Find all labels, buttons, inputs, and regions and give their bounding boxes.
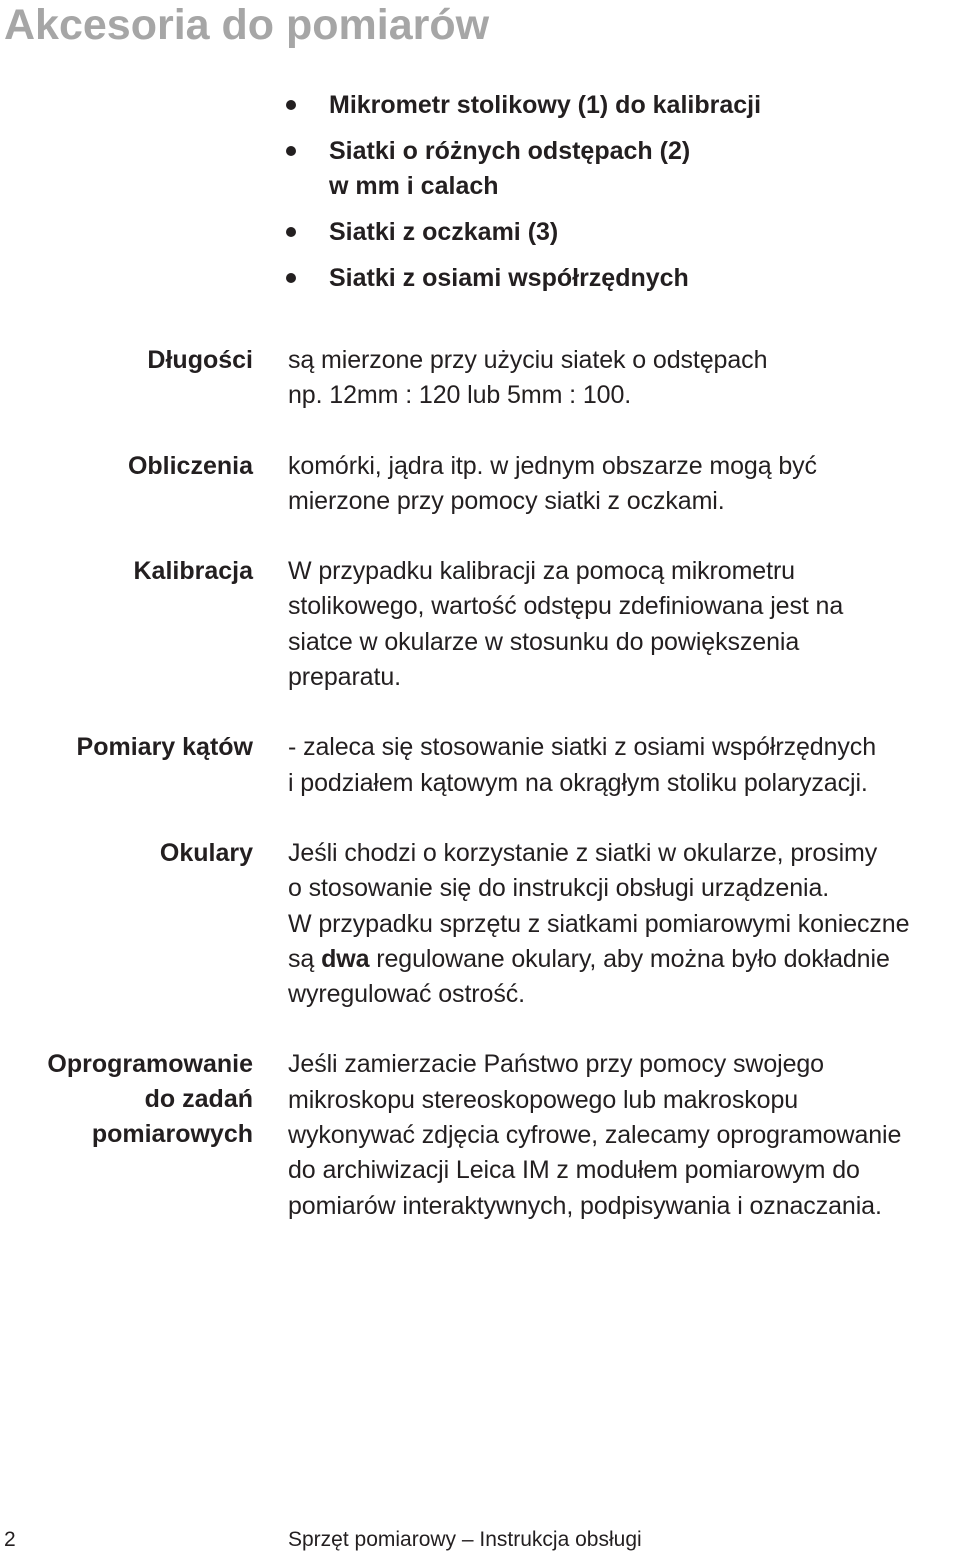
section-label: Kalibracja — [133, 557, 253, 586]
section-angles — [0, 730, 960, 801]
list-item-text: Siatki z oczkami (3) — [329, 218, 559, 246]
list-item-text: Mikrometr stolikowy (1) do kalibracji — [329, 91, 762, 119]
section-body — [288, 836, 960, 1012]
list-item-text: Siatki z osiami współrzędnych — [329, 264, 689, 292]
section-text-part: Jeśli chodzi o korzystanie z siatki w okularze, prosimy o stosowanie się do instrukcji obsługi urządzenia. W przypadku sprzętu z siatkami pomiarowymi konieczne są — [288, 838, 910, 973]
list-item — [0, 215, 960, 250]
section-label: Okulary — [159, 838, 253, 867]
section-label: Oprogramowanie do zadań pomiarowych — [47, 1050, 253, 1149]
section-text: - zaleca się stosowanie siatki z osiami współrzędnych i podziałem kątowym na okrągłym stoliku polaryzacji. — [288, 733, 876, 797]
section-label: Długości — [147, 346, 253, 374]
section-counting — [0, 449, 960, 520]
section-calibration — [0, 554, 960, 695]
accessory-list — [0, 88, 960, 307]
section-body — [288, 554, 960, 695]
section-software — [0, 1047, 960, 1223]
section-lengths — [0, 343, 960, 414]
section-body — [288, 730, 960, 801]
section-text: są mierzone przy użyciu siatek o odstępach np. 12mm : 120 lub 5mm : 100. — [288, 346, 768, 410]
section-text: W przypadku kalibracji za pomocą mikrometru stolikowego, wartość odstępu zdefiniowana jest na siatce w okularze w stosunku do powiększenia preparatu. — [288, 557, 844, 692]
list-item — [0, 88, 960, 123]
section-body — [288, 343, 960, 414]
section-body — [288, 449, 960, 520]
section-text — [288, 836, 960, 1012]
page-title: Akcesoria do pomiarów — [4, 1, 490, 49]
section-text: komórki, jądra itp. w jednym obszarze mogą być mierzone przy pomocy siatki z oczkami. — [288, 451, 817, 515]
emphasis-text: dwa — [321, 944, 370, 973]
list-item-text: Siatki o różnych odstępach (2) w mm i calach — [329, 137, 691, 200]
bullet-icon — [286, 100, 296, 110]
section-body — [288, 1047, 960, 1223]
page-number: 2 — [4, 1528, 16, 1551]
bullet-icon — [286, 146, 296, 156]
bullet-icon — [286, 273, 296, 283]
bullet-icon — [286, 227, 296, 237]
footer-title: Sprzęt pomiarowy – Instrukcja obsługi — [288, 1528, 642, 1551]
section-text-part: regulowane okulary, aby można było dokładnie wyregulować ostrość. — [288, 944, 890, 1009]
section-eyepieces — [0, 836, 960, 1012]
list-item — [0, 261, 960, 296]
section-label: Pomiary kątów — [76, 733, 253, 762]
section-text: Jeśli zamierzacie Państwo przy pomocy swojego mikroskopu stereoskopowego lub makroskopu wykonywać zdjęcia cyfrowe, zalecamy oprogramowanie do archiwizacji Leica IM z modułem pomiarowym do pomiarów interaktywnych, podpisywania i oznaczania. — [288, 1050, 902, 1220]
section-label: Obliczenia — [127, 451, 253, 480]
list-item — [0, 134, 960, 204]
sections — [0, 343, 960, 1259]
